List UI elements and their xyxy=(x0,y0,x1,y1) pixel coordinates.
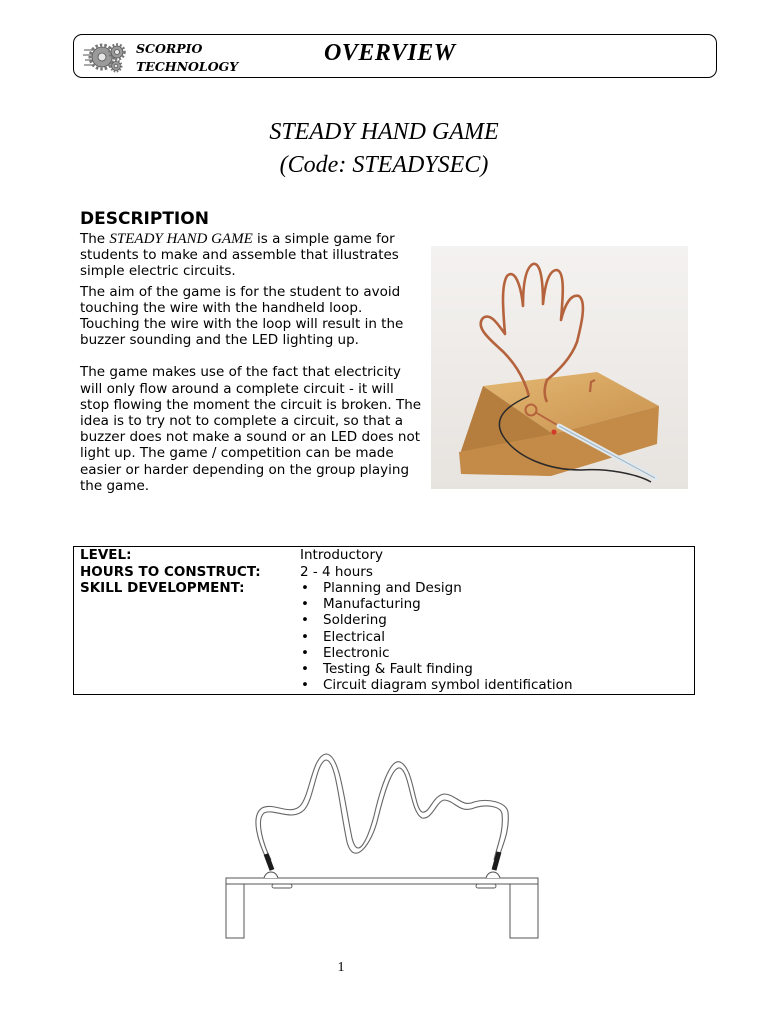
document-title-line1: STEADY HAND GAME xyxy=(269,119,499,145)
p1-text-after: is a simple game for students to make and assemble that illustrates simple electric circuits. xyxy=(80,231,399,280)
skills-label: SKILL DEVELOPMENT: xyxy=(80,580,245,596)
company-name-line2: TECHNOLOGY xyxy=(136,59,239,74)
gears-icon xyxy=(82,41,126,73)
list-item: • Electrical xyxy=(300,629,573,645)
hours-value: 2 - 4 hours xyxy=(300,564,373,580)
description-heading: DESCRIPTION xyxy=(80,209,209,229)
description-paragraph-2: The aim of the game is for the student to avoid touching the wire with the handheld loop. Touching the wire with the loop will result in the buzzer sounding and the LED lighting up. xyxy=(80,283,404,349)
list-item: • Circuit diagram symbol identification xyxy=(300,677,573,693)
header-banner xyxy=(73,34,717,78)
list-item: • Planning and Design xyxy=(300,580,573,596)
list-item: • Electronic xyxy=(300,645,573,661)
company-name xyxy=(136,40,238,76)
p1-text-before: The xyxy=(80,231,110,247)
description-paragraph-3: The game makes use of the fact that electricity will only flow around a complete circuit - it will stop flowing the moment the circuit is broken. The idea is to try not to complete a circuit, so that a buzzer does not make a sound or an LED does not light up. The game / competition can be made easier or harder depending on the group playing the game. xyxy=(80,364,422,494)
game-name-emphasis: STEADY HAND GAME xyxy=(109,231,253,247)
level-value: Introductory xyxy=(300,547,383,563)
level-label: LEVEL: xyxy=(80,547,132,563)
description-paragraph-1 xyxy=(80,231,425,280)
description-text xyxy=(80,231,425,494)
list-item: • Testing & Fault finding xyxy=(300,661,573,677)
hours-label: HOURS TO CONSTRUCT: xyxy=(80,564,261,580)
wire-game-diagram xyxy=(218,742,558,942)
list-item: • Soldering xyxy=(300,612,573,628)
product-photo xyxy=(431,246,688,489)
list-item: • Manufacturing xyxy=(300,596,573,612)
document-title xyxy=(0,116,768,182)
document-code: (Code: STEADYSEC) xyxy=(279,152,489,178)
page-number: 1 xyxy=(337,960,345,975)
company-name-line1: SCORPIO xyxy=(136,41,203,56)
skills-list xyxy=(300,580,573,693)
header-title: OVERVIEW xyxy=(324,40,456,66)
project-info-table xyxy=(73,546,695,695)
